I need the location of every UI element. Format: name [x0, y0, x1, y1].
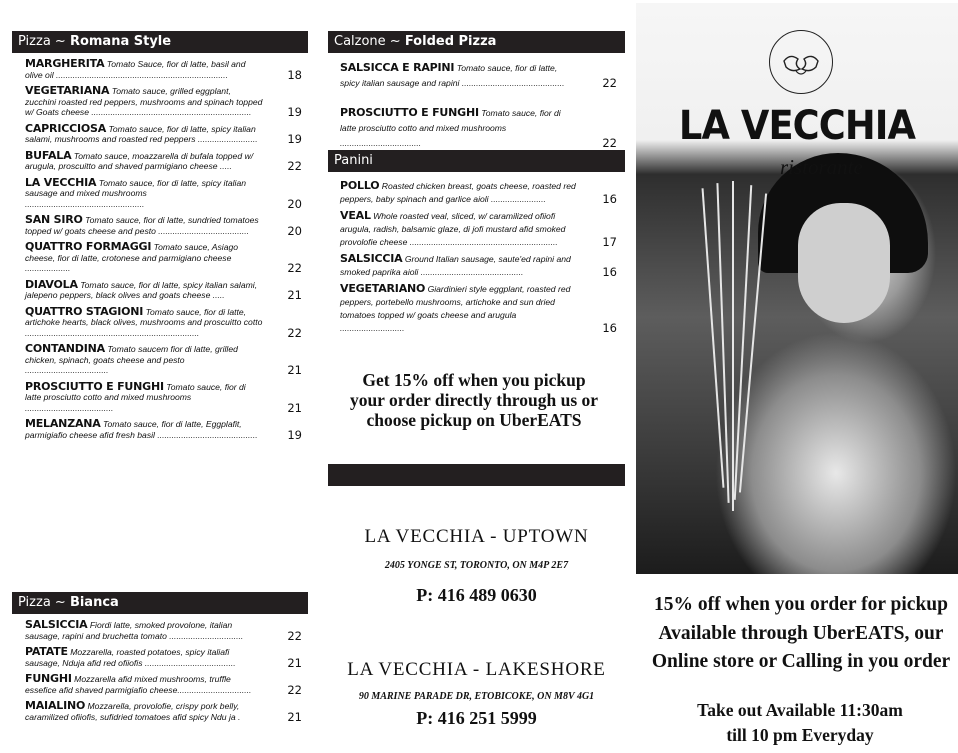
photo-face-shape: [798, 203, 890, 323]
menu-item: [25, 419, 304, 440]
menu-item-description: Mozzarella, provolofie, crispy pork belly, caramilized ofiiofis, sufidried tomatoes afid spicy Ndu ja .: [25, 701, 241, 722]
section-prefix: Pizza ~: [18, 34, 70, 49]
menu-item-description: Giardinieri style eggplant, roasted red peppers, portebello mushrooms, artichoke and sun dried tomatoes topped w/ goats cheese and arugula ...........................: [340, 284, 571, 333]
menu-item-name: POLLO: [340, 179, 380, 192]
photo-noodle: [716, 183, 729, 503]
menu-item-price: 19: [287, 132, 302, 146]
pickup-promo-right: 15% off when you order for pickup Available through UberEATS, our Online store or Calling in you order: [651, 594, 951, 672]
menu-item-description: Tomato sauce, fior di latte prosciutto cotto and mixed mushrooms .....................................: [25, 381, 246, 413]
menu-item-name: MAIALINO: [25, 699, 86, 712]
menu-item-price: 22: [287, 325, 302, 340]
romana-header: [12, 31, 308, 53]
menu-item-name: DIAVOLA: [25, 277, 78, 291]
section-title: Romana Style: [69, 34, 172, 49]
menu-item-price: 21: [287, 288, 302, 302]
section-title: Folded Pizza: [404, 34, 497, 49]
calzone-section: [328, 31, 625, 165]
menu-item: [25, 277, 304, 302]
section-prefix: Pizza ~: [18, 595, 70, 610]
menu-item-price: 22: [287, 261, 302, 275]
menu-item: [25, 175, 304, 211]
bianca-header: [12, 592, 308, 614]
menu-item-description: Tomato saucem fior di latte, grilled chicken, spinach, goats cheese and pesto ...................................: [25, 344, 238, 375]
menu-item-description: Tomato sauce, fior di latte, spicy italian salami, jalepeno peppers, black olives and goats cheese .....: [25, 279, 258, 300]
menu-item-description: Tomato sauce, fior di latte prosciutto cotto and mixed mushrooms ..................................: [340, 108, 561, 148]
brand-subtitle: ristorante: [780, 155, 863, 179]
takeout-hours: Take out Available 11:30am till 10 pm Everyday: [697, 700, 903, 745]
menu-item-description: Tomato sauce, fior di latte, spicy italian salami, mushrooms and roasted red peppers .........................: [25, 123, 258, 144]
menu-item: [25, 121, 304, 146]
location-lakeshore: [328, 659, 625, 729]
menu-item-name: MARGHERITA: [25, 57, 105, 70]
menu-item-price: 16: [602, 321, 617, 335]
panini-item-list: [328, 172, 625, 335]
menu-item-price: 16: [602, 265, 617, 279]
brand-name: LA VECCHIA: [678, 103, 916, 149]
location-address: 2405 YONGE ST, TORONTO, ON M4P 2E7: [384, 560, 569, 571]
menu-item-name: VEGETARIANO: [340, 282, 426, 295]
menu-item-name: CAPRICCIOSA: [25, 121, 107, 135]
menu-item-description: Whole roasted veal, sliced, w/ caramilized ofiiofi arugula, radish, balsamic glaze, di jofi mustard afid smoked provolofie cheese ..............................................................: [340, 211, 566, 247]
menu-item-price: 22: [287, 628, 302, 643]
menu-item-name: SALSICCIA: [340, 252, 403, 265]
menu-item-price: 22: [602, 136, 617, 150]
location-name: LA VECCHIA - UPTOWN: [364, 526, 589, 547]
menu-item: [340, 105, 619, 151]
bianca-section: [12, 592, 308, 728]
menu-item-price: 21: [287, 709, 302, 724]
menu-item-price: 21: [287, 363, 302, 377]
menu-item-name: MELANZANA: [25, 417, 101, 430]
menu-item-price: 22: [602, 76, 617, 90]
menu-item-name: SALSICCA E RAPINI: [340, 61, 455, 74]
menu-item-name: PROSCIUTTO E FUNGHI: [340, 106, 479, 119]
menu-item-price: 18: [287, 67, 302, 82]
menu-item: [25, 674, 304, 695]
menu-item: [25, 148, 304, 173]
menu-item-description: Tomato sauce, fior di latte, sundried tomatoes topped w/ goats cheese and pesto ......................................: [25, 215, 259, 236]
menu-item-description: Tomato sauce, Asiago cheese, fior di latte, crotonese and parmigiano cheese ...................: [25, 242, 239, 273]
location-phone[interactable]: P: 416 251 5999: [416, 708, 537, 728]
menu-item-description: Tomato sauce, fior di latte, Eggplafit, parmigiafio cheese afid fresh basil ..........................................: [25, 419, 258, 440]
hero-photo: [636, 3, 958, 574]
menu-item-description: Ground Italian sausage, saute'ed rapini and smoked paprika aioli ...........................................: [340, 254, 571, 277]
menu-item-description: Tomato sauce, fior di latte, artichoke hearts, black olives, mushrooms and proscuitto cotto .........................................................................: [25, 306, 263, 338]
location-address: 90 MARINE PARADE DR, ETOBICOKE, ON M8V 4G1: [358, 691, 595, 702]
menu-item-name: FUNGHI: [25, 672, 72, 685]
menu-item-price: 16: [602, 192, 617, 206]
menu-item-name: BUFALA: [25, 148, 72, 162]
menu-item: [25, 304, 304, 340]
menu-item: [340, 282, 619, 335]
pickup-promo: Get 15% off when you pickup your order directly through us or choose pickup on UberEATS: [349, 370, 599, 430]
menu-item-price: 21: [287, 400, 302, 415]
section-prefix: Calzone ~: [334, 34, 405, 49]
menu-item-description: Fiordi latte, smoked provolone, italian sausage, rapini and bruchetta tomato ...............................: [25, 620, 244, 641]
menu-item-description: Tomato sauce, grilled eggplant, zucchini roasted red peppers, mushrooms and spinach topped w/ Goats cheese ...................................................................: [25, 86, 263, 117]
calzone-item-list: [328, 53, 625, 151]
menu-item: [340, 179, 619, 206]
menu-item-name: SALSICCIA: [25, 618, 88, 631]
location-phone[interactable]: P: 416 489 0630: [416, 585, 537, 605]
menu-item-price: 21: [287, 655, 302, 670]
bianca-item-list: [12, 614, 308, 722]
menu-item-description: Mozzarella, roasted potatoes, spicy italiafi sausage, Nduja afid red ofiiofis ......................................: [25, 647, 236, 668]
menu-item-name: PATATE: [25, 645, 68, 658]
menu-item: [25, 701, 304, 722]
menu-item-name: VEGETARIANA: [25, 84, 110, 97]
menu-item: [25, 215, 304, 236]
menu-item-price: 19: [287, 105, 302, 119]
menu-item-description: Tomato sauce, moazzarella di bufala topped w/ arugula, proscuitto and shaved parmigiano cheese .....: [25, 150, 254, 171]
menu-item-name: PROSCIUTTO E FUNGHI: [25, 379, 164, 393]
menu-item-price: 22: [287, 159, 302, 173]
menu-item-name: LA VECCHIA: [25, 175, 97, 189]
divider-bar: [328, 464, 625, 486]
menu-item-price: 22: [287, 682, 302, 697]
calzone-header: [328, 31, 625, 53]
location-uptown: [328, 526, 625, 606]
menu-item-name: CONTANDINA: [25, 342, 105, 355]
menu-item-description: Tomato Sauce, fior di latte, basil and olive oil ........................................................................: [25, 59, 246, 80]
panini-section: [328, 150, 625, 338]
brand-logo: [769, 30, 833, 94]
location-name: LA VECCHIA - LAKESHORE: [347, 659, 606, 680]
menu-item-name: SAN SIRO: [25, 213, 83, 226]
menu-item-price: 20: [287, 196, 302, 211]
menu-item-price: 20: [287, 223, 302, 238]
menu-item: [25, 242, 304, 274]
menu-item: [25, 379, 304, 415]
menu-item-description: Tomato sauce, fior di latte, spicy italian sausage and mixed mushrooms ..................................................: [25, 177, 247, 209]
hands-logo-icon: [770, 31, 832, 93]
romana-item-list: [12, 53, 308, 440]
menu-item-description: Mozzarella afid mixed mushrooms, truffle essefice afid shaved parmigiafio cheese...............................: [25, 674, 252, 695]
section-title: Panini: [334, 153, 373, 168]
menu-item: [25, 344, 304, 376]
menu-item-price: 19: [287, 427, 302, 442]
panini-header: [328, 150, 625, 172]
menu-item-description: Roasted chicken breast, goats cheese, roasted red peppers, baby spinach and garlice aioli .......................: [340, 181, 576, 204]
menu-item: [25, 620, 304, 641]
menu-item-description: Tomato sauce, fior di latte, spicy italian sausage and rapini ...........................................: [340, 63, 565, 88]
menu-item: [340, 209, 619, 249]
menu-item-name: QUATTRO STAGIONI: [25, 304, 144, 318]
menu-item-price: 17: [602, 235, 617, 249]
romana-section: [12, 31, 308, 446]
menu-item-name: VEAL: [340, 209, 371, 222]
photo-noodle: [732, 181, 734, 511]
menu-item: [340, 252, 619, 279]
menu-item: [25, 647, 304, 668]
menu-item: [25, 59, 304, 80]
menu-item: [340, 60, 619, 91]
menu-item-name: QUATTRO FORMAGGI: [25, 240, 152, 253]
section-title: Bianca: [69, 595, 119, 610]
menu-item: [25, 86, 304, 118]
